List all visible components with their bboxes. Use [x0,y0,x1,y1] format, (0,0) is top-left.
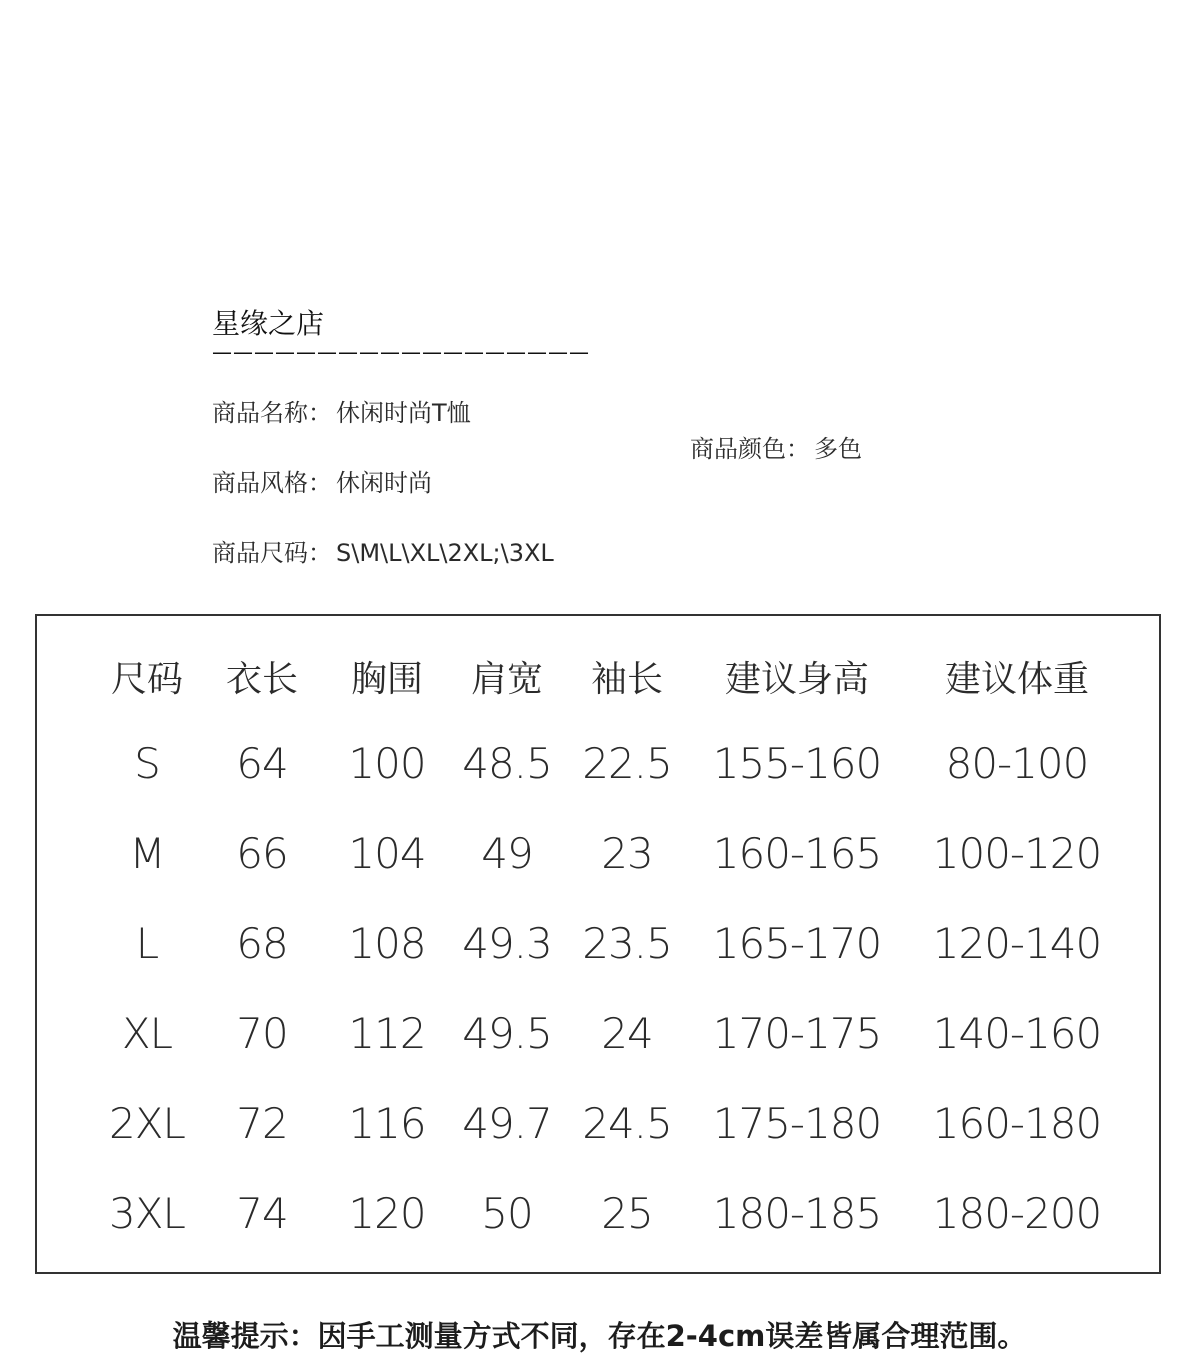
cell-weight: 160-180 [932,1098,1102,1148]
cell-height: 180-185 [712,1188,882,1238]
cell-chest: 112 [348,1008,426,1058]
product-name-label: 商品名称： [212,399,332,427]
product-color-label: 商品颜色： [690,435,810,463]
cell-weight: 180-200 [932,1188,1102,1238]
header-chest: 胸围 [350,658,423,700]
cell-chest: 120 [348,1188,426,1238]
cell-size: S [134,738,160,788]
product-color-line [690,432,862,466]
cell-size: L [135,918,159,968]
table-row [97,1078,1127,1168]
product-style-value: 休闲时尚 [336,469,432,497]
product-size-line [212,536,554,570]
header-size: 尺码 [110,658,183,700]
table-row [97,988,1127,1078]
store-name: 星缘之店 [212,307,325,340]
store-name-underline: —————————————————— [212,340,590,364]
cell-size: M [129,828,165,878]
header-weight: 建议体重 [944,658,1089,700]
product-style-label: 商品风格： [212,469,332,497]
table-row [97,718,1127,808]
cell-sleeve: 23 [601,828,653,878]
cell-weight: 120-140 [932,918,1102,968]
cell-height: 165-170 [712,918,882,968]
cell-height: 160-165 [712,828,882,878]
measurement-tip: 温馨提示：因手工测量方式不同，存在2-4cm误差皆属合理范围。 [172,1319,1027,1353]
product-name-line [212,396,471,430]
header-sleeve: 袖长 [590,658,663,700]
cell-length: 72 [236,1098,288,1148]
cell-shoulder: 49.7 [462,1098,552,1148]
table-row [97,1168,1127,1258]
size-chart-header-row [97,634,1127,718]
cell-shoulder: 49.5 [462,1008,552,1058]
table-row [97,808,1127,898]
size-chart-box [35,614,1161,1274]
cell-chest: 104 [348,828,426,878]
cell-chest: 100 [348,738,426,788]
header-length: 衣长 [225,658,298,700]
cell-length: 64 [236,738,288,788]
product-color-value: 多色 [814,435,862,463]
cell-size: 3XL [109,1188,185,1238]
cell-chest: 108 [348,918,426,968]
cell-height: 175-180 [712,1098,882,1148]
cell-sleeve: 22.5 [582,738,672,788]
cell-shoulder: 49 [481,828,533,878]
cell-size: 2XL [109,1098,185,1148]
product-size-label: 商品尺码： [212,539,332,567]
cell-weight: 100-120 [932,828,1102,878]
cell-shoulder: 50 [481,1188,533,1238]
cell-length: 66 [236,828,288,878]
cell-length: 70 [236,1008,288,1058]
cell-shoulder: 48.5 [462,738,552,788]
cell-height: 155-160 [712,738,882,788]
table-row [97,898,1127,988]
header-shoulder: 肩宽 [470,658,543,700]
cell-sleeve: 25 [601,1188,653,1238]
cell-weight: 80-100 [945,738,1089,788]
product-style-line [212,466,432,500]
cell-weight: 140-160 [932,1008,1102,1058]
header-height: 建议身高 [724,658,869,700]
cell-length: 74 [236,1188,288,1238]
cell-shoulder: 49.3 [462,918,552,968]
cell-sleeve: 23.5 [582,918,672,968]
cell-length: 68 [236,918,288,968]
cell-size: XL [121,1008,173,1058]
product-name-value: 休闲时尚T恤 [336,399,471,427]
size-chart-table [97,634,1127,1258]
cell-chest: 116 [348,1098,426,1148]
cell-sleeve: 24 [601,1008,653,1058]
cell-sleeve: 24.5 [582,1098,672,1148]
product-size-value: S\M\L\XL\2XL;\3XL [336,539,554,567]
cell-height: 170-175 [712,1008,882,1058]
